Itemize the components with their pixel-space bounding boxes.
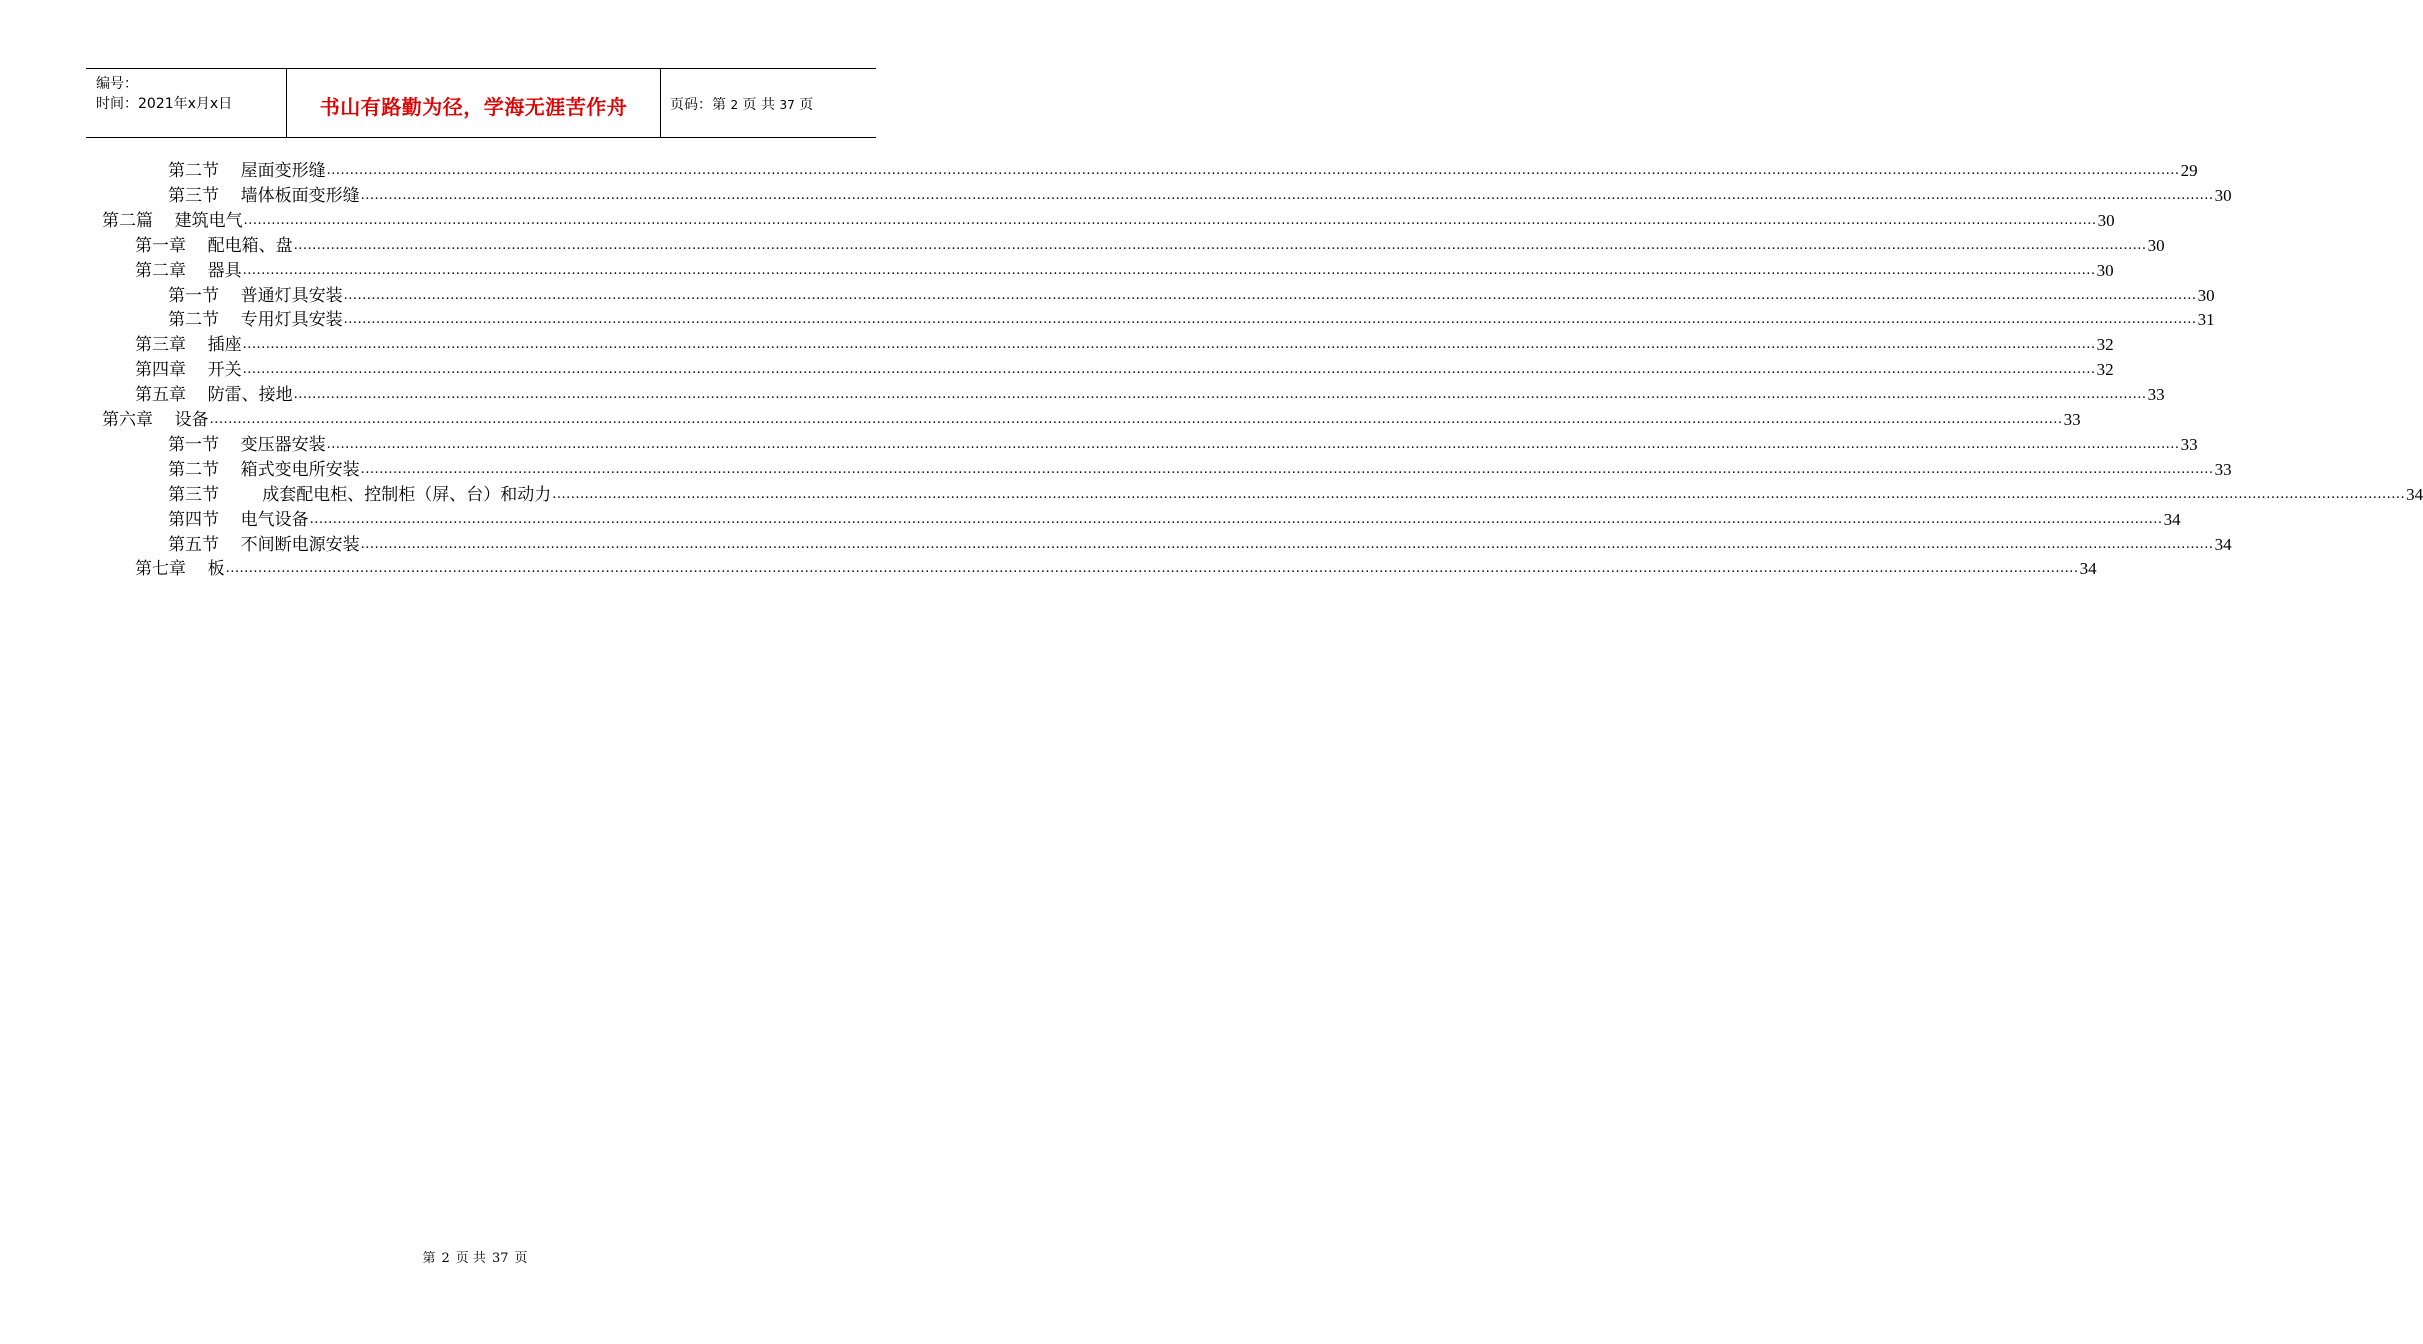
- toc-entry-label: 第三节 墙体板面变形缝: [168, 186, 360, 206]
- toc-entry-page: 34: [2079, 559, 2097, 578]
- header-page-cell: [661, 69, 876, 137]
- toc-entry-page: 30: [2147, 236, 2165, 255]
- toc-entry: [168, 506, 2181, 531]
- toc-leader-dots: ................................................................................................................................................................................................................................................................................................................................................................................................................: [293, 387, 2147, 402]
- toc-entry-page: 30: [2097, 211, 2115, 230]
- toc-entry: [135, 331, 2114, 356]
- toc-entry-page: 32: [2096, 360, 2114, 379]
- toc-entry-label: 第四章 开关: [135, 360, 242, 380]
- page-number: 2: [730, 98, 739, 112]
- toc-entry: [168, 431, 2198, 456]
- toc-entry-label: 第七章 板: [135, 559, 225, 579]
- toc-entry: [168, 481, 2423, 506]
- toc-leader-dots: ................................................................................................................................................................................................................................................................................................................................................................................................................: [242, 337, 2096, 352]
- header-page-indicator: [670, 94, 813, 114]
- toc-leader-dots: ................................................................................................................................................................................................................................................................................................................................................................................................................: [243, 213, 2097, 228]
- toc-leader-dots: ................................................................................................................................................................................................................................................................................................................................................................................................................: [343, 312, 2197, 327]
- toc-entry-page: 29: [2180, 161, 2198, 180]
- toc-entry-page: 30: [2096, 261, 2114, 280]
- toc-entry: [168, 456, 2232, 481]
- toc-entry-label: 第一节 变压器安装: [168, 435, 326, 455]
- toc-entry-page: 33: [2147, 385, 2165, 404]
- page-mid: 页 共: [742, 97, 775, 113]
- toc-entry: [168, 157, 2198, 182]
- toc-entry: [102, 207, 2115, 232]
- toc-leader-dots: ................................................................................................................................................................................................................................................................................................................................................................................................................: [242, 362, 2096, 377]
- toc-leader-dots: ................................................................................................................................................................................................................................................................................................................................................................................................................: [360, 462, 2214, 477]
- toc-entry-page: 34: [2214, 535, 2232, 554]
- page-header: [86, 68, 876, 138]
- toc-entry-label: 第六章 设备: [102, 410, 209, 430]
- footer-mid: 页 共: [455, 1251, 486, 1266]
- toc-entry: [135, 232, 2165, 257]
- toc-entry-page: 30: [2197, 286, 2215, 305]
- page-suffix: 页: [799, 97, 814, 113]
- footer-total: 37: [491, 1251, 509, 1266]
- toc-entry-label: 第二节 专用灯具安装: [168, 310, 343, 330]
- toc-entry: [168, 282, 2215, 307]
- document-code-label: 编号：: [96, 76, 138, 92]
- page-total: 37: [779, 98, 795, 112]
- toc-entry: [168, 531, 2232, 556]
- header-motto-cell: [287, 69, 661, 137]
- header-info-cell: [86, 69, 287, 137]
- page-prefix: 页码：第: [670, 97, 726, 113]
- toc-leader-dots: ................................................................................................................................................................................................................................................................................................................................................................................................................: [552, 487, 2406, 502]
- toc-entry-label: 第一节 普通灯具安装: [168, 286, 343, 306]
- toc-entry-label: 第二节 屋面变形缝: [168, 161, 326, 181]
- toc-leader-dots: ................................................................................................................................................................................................................................................................................................................................................................................................................: [209, 412, 2063, 427]
- page-footer: [0, 1247, 950, 1266]
- toc-entry-page: 33: [2180, 435, 2198, 454]
- toc-entry: [135, 356, 2114, 381]
- footer-prefix: 第: [422, 1251, 436, 1266]
- toc-entry-page: 34: [2163, 510, 2181, 529]
- toc-entry: [168, 306, 2215, 331]
- toc-entry-label: 第四节 电气设备: [168, 510, 309, 530]
- toc-entry-label: 第二篇 建筑电气: [102, 211, 243, 231]
- toc-entry-page: 31: [2197, 310, 2215, 329]
- toc-entry: [168, 182, 2232, 207]
- toc-leader-dots: ................................................................................................................................................................................................................................................................................................................................................................................................................: [309, 512, 2163, 527]
- toc-leader-dots: ................................................................................................................................................................................................................................................................................................................................................................................................................: [293, 238, 2147, 253]
- footer-suffix: 页: [514, 1251, 528, 1266]
- toc-entry-page: 33: [2063, 410, 2081, 429]
- toc-entry-page: 30: [2214, 186, 2232, 205]
- toc-entry-label: 第二章 器具: [135, 261, 242, 281]
- toc-leader-dots: ................................................................................................................................................................................................................................................................................................................................................................................................................: [242, 263, 2096, 278]
- document-time: 时间：2021年x月x日: [96, 96, 233, 112]
- toc-entry-label: 第五章 防雷、接地: [135, 385, 293, 405]
- toc-leader-dots: ................................................................................................................................................................................................................................................................................................................................................................................................................: [326, 437, 2180, 452]
- toc-entry: [135, 555, 2097, 580]
- toc-entry: [135, 381, 2165, 406]
- toc-leader-dots: ................................................................................................................................................................................................................................................................................................................................................................................................................: [360, 188, 2214, 203]
- footer-page-number: 2: [441, 1251, 450, 1266]
- toc-entry-label: 第五节 不间断电源安装: [168, 535, 360, 555]
- toc-entry: [135, 257, 2114, 282]
- toc-entry: [102, 406, 2081, 431]
- toc-entry-label: 第三章 插座: [135, 335, 242, 355]
- toc-entry-page: 32: [2096, 335, 2114, 354]
- toc-leader-dots: ................................................................................................................................................................................................................................................................................................................................................................................................................: [343, 288, 2197, 303]
- toc-entry-page: 34: [2406, 485, 2423, 504]
- toc-leader-dots: ................................................................................................................................................................................................................................................................................................................................................................................................................: [326, 163, 2180, 178]
- toc-leader-dots: ................................................................................................................................................................................................................................................................................................................................................................................................................: [360, 537, 2214, 552]
- toc-entry-page: 33: [2214, 460, 2232, 479]
- toc-entry-label: 第二节 箱式变电所安装: [168, 460, 360, 480]
- motto-text: 书山有路勤为径，学海无涯苦作舟: [319, 95, 628, 119]
- toc-entry-label: 第三节 成套配电柜、控制柜（屏、台）和动力: [168, 485, 552, 505]
- toc-entry-label: 第一章 配电箱、盘: [135, 236, 293, 256]
- toc-leader-dots: ................................................................................................................................................................................................................................................................................................................................................................................................................: [225, 561, 2079, 576]
